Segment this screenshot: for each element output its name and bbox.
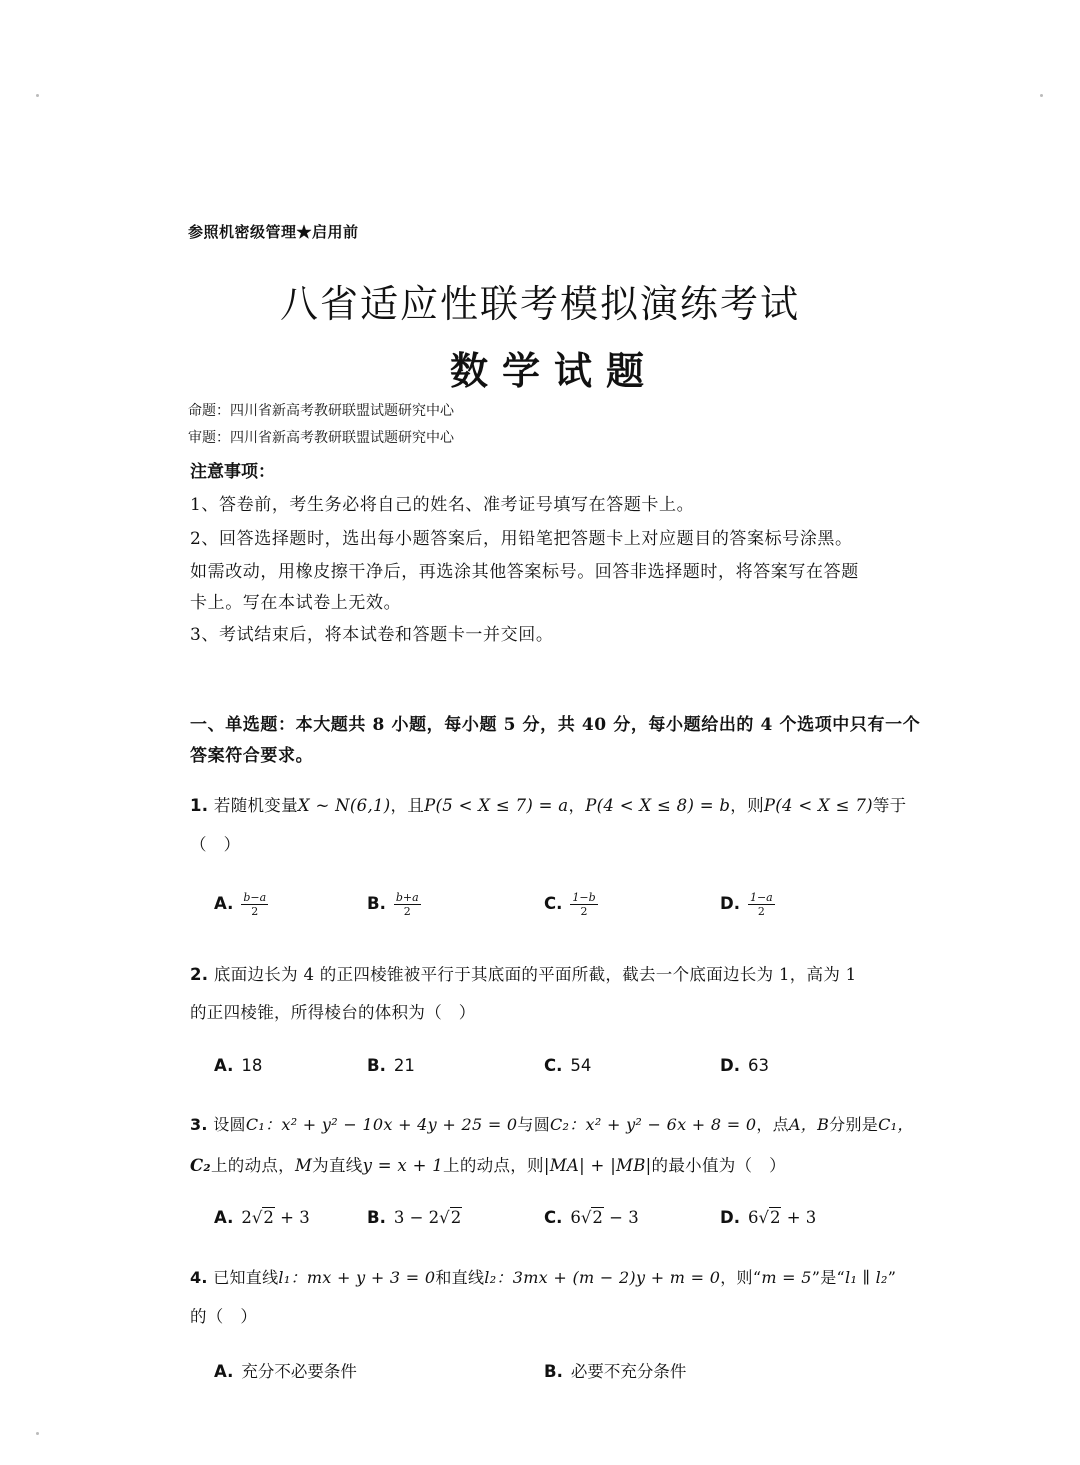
fraction-numerator: 1−a <box>749 891 773 904</box>
section-heading-line-1: 一、单选题：本大题共 8 小题，每小题 5 分，共 40 分，每小题给出的 4 个选项中只有一个 <box>190 715 921 735</box>
option-text: + 3 <box>781 1208 817 1227</box>
option-text: − 3 <box>603 1208 639 1227</box>
option-label: B. <box>367 1208 386 1227</box>
option-label: C. <box>544 1056 563 1075</box>
stem-math: C₁：x² + y² − 10x + 4y + 25 = 0 <box>245 1115 518 1134</box>
stem-text: 等于 <box>872 796 907 815</box>
fraction-numerator: b+a <box>395 891 419 904</box>
option-label: D. <box>720 894 740 913</box>
stem-math: C₂：x² + y² − 6x + 8 = 0 <box>550 1115 757 1134</box>
fraction-numerator: b−a <box>243 891 267 904</box>
question-3-stem-line-2 <box>190 1152 786 1176</box>
stem-math: P(4 < X ≤ 8) = b <box>585 796 731 815</box>
fraction-denominator: 2 <box>251 905 259 918</box>
section-heading-line-2: 答案符合要求。 <box>190 746 314 766</box>
stem-math: |MA| + |MB| <box>543 1156 652 1175</box>
stem-math: l₁ ∥ l₂ <box>845 1268 888 1287</box>
exam-subtitle: 数学试题 <box>449 348 658 393</box>
q2-option-c[interactable] <box>544 1056 591 1075</box>
q1-option-a[interactable] <box>214 891 268 918</box>
option-text: 充分不必要条件 <box>241 1362 357 1381</box>
question-number: 3. <box>190 1115 208 1134</box>
exam-title: 八省适应性联考模拟演练考试 <box>279 282 800 326</box>
option-label: A. <box>214 1056 234 1075</box>
option-text: 3 − 2 <box>393 1208 440 1227</box>
option-label: D. <box>720 1208 740 1227</box>
reviewer-line: 审题：四川省新高考教研联盟试题研究中心 <box>188 430 454 446</box>
question-4-stem-line-2: 的（ ） <box>190 1307 258 1326</box>
notice-item-2-line-3: 卡上。写在本试卷上无效。 <box>190 593 402 613</box>
option-label: C. <box>544 1208 563 1227</box>
option-text: 必要不充分条件 <box>570 1362 687 1381</box>
notice-heading: 注意事项： <box>190 462 275 482</box>
option-label: D. <box>720 1056 740 1075</box>
q1-option-b[interactable] <box>367 891 421 918</box>
stem-text: 若随机变量 <box>213 796 298 815</box>
stem-text: ， <box>568 796 586 815</box>
stem-text: 的最小值为（ ） <box>651 1156 786 1175</box>
scan-speck <box>36 94 39 97</box>
q3-option-b[interactable]: B. 3 − 2√2 <box>367 1208 462 1227</box>
fraction-denominator: 2 <box>757 905 765 918</box>
stem-text: 上的动点， <box>210 1156 295 1175</box>
stem-text: 设圆 <box>213 1115 246 1134</box>
option-text: 2 <box>241 1208 252 1227</box>
stem-text: 与圆 <box>517 1115 550 1134</box>
option-fraction <box>394 891 421 918</box>
author-line: 命题：四川省新高考教研联盟试题研究中心 <box>188 403 454 419</box>
q3-option-d[interactable]: D. 6√2 + 3 <box>720 1208 817 1227</box>
q2-option-a[interactable] <box>214 1056 262 1075</box>
stem-text: 和直线 <box>435 1268 485 1287</box>
option-text: 6 <box>570 1208 581 1227</box>
stem-text: ，且 <box>390 796 425 815</box>
radicand: 2 <box>769 1208 781 1227</box>
stem-text: ，则“ <box>720 1268 762 1287</box>
stem-math: P(4 < X ≤ 7) <box>763 796 873 815</box>
option-label: A. <box>214 894 234 913</box>
question-1-stem <box>190 792 906 816</box>
option-label: A. <box>214 1208 234 1227</box>
option-label: B. <box>367 1056 386 1075</box>
radicand: 2 <box>592 1208 603 1227</box>
fraction-numerator: 1−b <box>572 891 596 904</box>
stem-math: l₁：mx + y + 3 = 0 <box>278 1268 436 1287</box>
question-1-answer-paren: （ ） <box>190 835 241 854</box>
stem-math: C₁， <box>878 1115 914 1134</box>
stem-math: X ~ N(6,1) <box>297 796 391 815</box>
option-text: + 3 <box>274 1208 310 1227</box>
stem-text: ” <box>887 1268 897 1287</box>
stem-text: ”是“ <box>811 1268 846 1287</box>
option-label: B. <box>544 1362 563 1381</box>
stem-text: 上的动点，则 <box>443 1156 544 1175</box>
option-text: 18 <box>241 1056 263 1075</box>
option-label: B. <box>367 894 386 913</box>
fraction-denominator: 2 <box>580 905 588 918</box>
question-2-stem-line-2: 的正四棱锥，所得棱台的体积为（ ） <box>190 1003 476 1022</box>
notice-item-2-line-2: 如需改动，用橡皮擦干净后，再选涂其他答案标号。回答非选择题时，将答案写在答题 <box>190 562 859 582</box>
stem-math: P(5 < X ≤ 7) = a <box>424 796 569 815</box>
stem-math: m = 5 <box>761 1268 812 1287</box>
question-number: 2. <box>190 965 209 984</box>
stem-math: l₂：3mx + (m − 2)y + m = 0 <box>484 1268 721 1287</box>
stem-math: y = x + 1 <box>362 1156 444 1175</box>
q3-option-c[interactable]: C. 6√2 − 3 <box>544 1208 639 1227</box>
question-3-stem-line-1 <box>190 1112 914 1135</box>
scan-speck <box>1040 94 1043 97</box>
q4-option-b[interactable] <box>544 1358 686 1382</box>
notice-item-3: 3、考试结束后，将本试卷和答题卡一并交回。 <box>190 625 554 645</box>
option-text: 21 <box>393 1056 415 1075</box>
stem-text: 已知直线 <box>213 1268 279 1287</box>
option-label: A. <box>214 1362 234 1381</box>
question-4-stem-line-1 <box>190 1265 896 1288</box>
radicand: 2 <box>450 1208 462 1227</box>
stem-text: 分别是 <box>829 1115 879 1134</box>
option-text: 54 <box>570 1056 592 1075</box>
question-number: 1. <box>190 796 209 815</box>
stem-math: C₂ <box>190 1156 211 1175</box>
notice-item-2-line-1: 2、回答选择题时，选出每小题答案后，用铅笔把答题卡上对应题目的答案标号涂黑。 <box>190 529 853 549</box>
option-text: 63 <box>747 1056 769 1075</box>
stem-text: ，点 <box>756 1115 789 1134</box>
stem-math: M <box>294 1156 313 1175</box>
q2-option-b[interactable] <box>367 1056 415 1075</box>
radicand: 2 <box>263 1208 274 1227</box>
q3-option-a[interactable]: A. 2√2 + 3 <box>214 1208 310 1227</box>
option-text: 6 <box>747 1208 759 1227</box>
stem-text: ，则 <box>730 796 764 815</box>
stem-text: 底面边长为 4 的正四棱锥被平行于其底面的平面所截，截去一个底面边长为 1，高为 1 <box>213 965 857 984</box>
question-number: 4. <box>190 1268 208 1287</box>
stem-text: 为直线 <box>312 1156 363 1175</box>
option-fraction <box>241 891 268 918</box>
q1-option-d[interactable] <box>720 891 775 918</box>
notice-item-1: 1、答卷前，考生务必将自己的姓名、准考证号填写在答题卡上。 <box>190 495 695 515</box>
question-2-stem-line-1 <box>190 961 856 985</box>
fraction-denominator: 2 <box>403 905 411 918</box>
stem-math: A，B <box>788 1115 830 1134</box>
option-label: C. <box>544 894 563 913</box>
option-fraction <box>570 891 597 918</box>
q2-option-d[interactable] <box>720 1056 769 1075</box>
scan-speck <box>36 1432 39 1435</box>
q1-option-c[interactable] <box>544 891 598 918</box>
secrecy-label: 参照机密级管理★启用前 <box>188 223 359 241</box>
option-fraction <box>748 891 775 918</box>
q4-option-a[interactable] <box>214 1358 357 1382</box>
